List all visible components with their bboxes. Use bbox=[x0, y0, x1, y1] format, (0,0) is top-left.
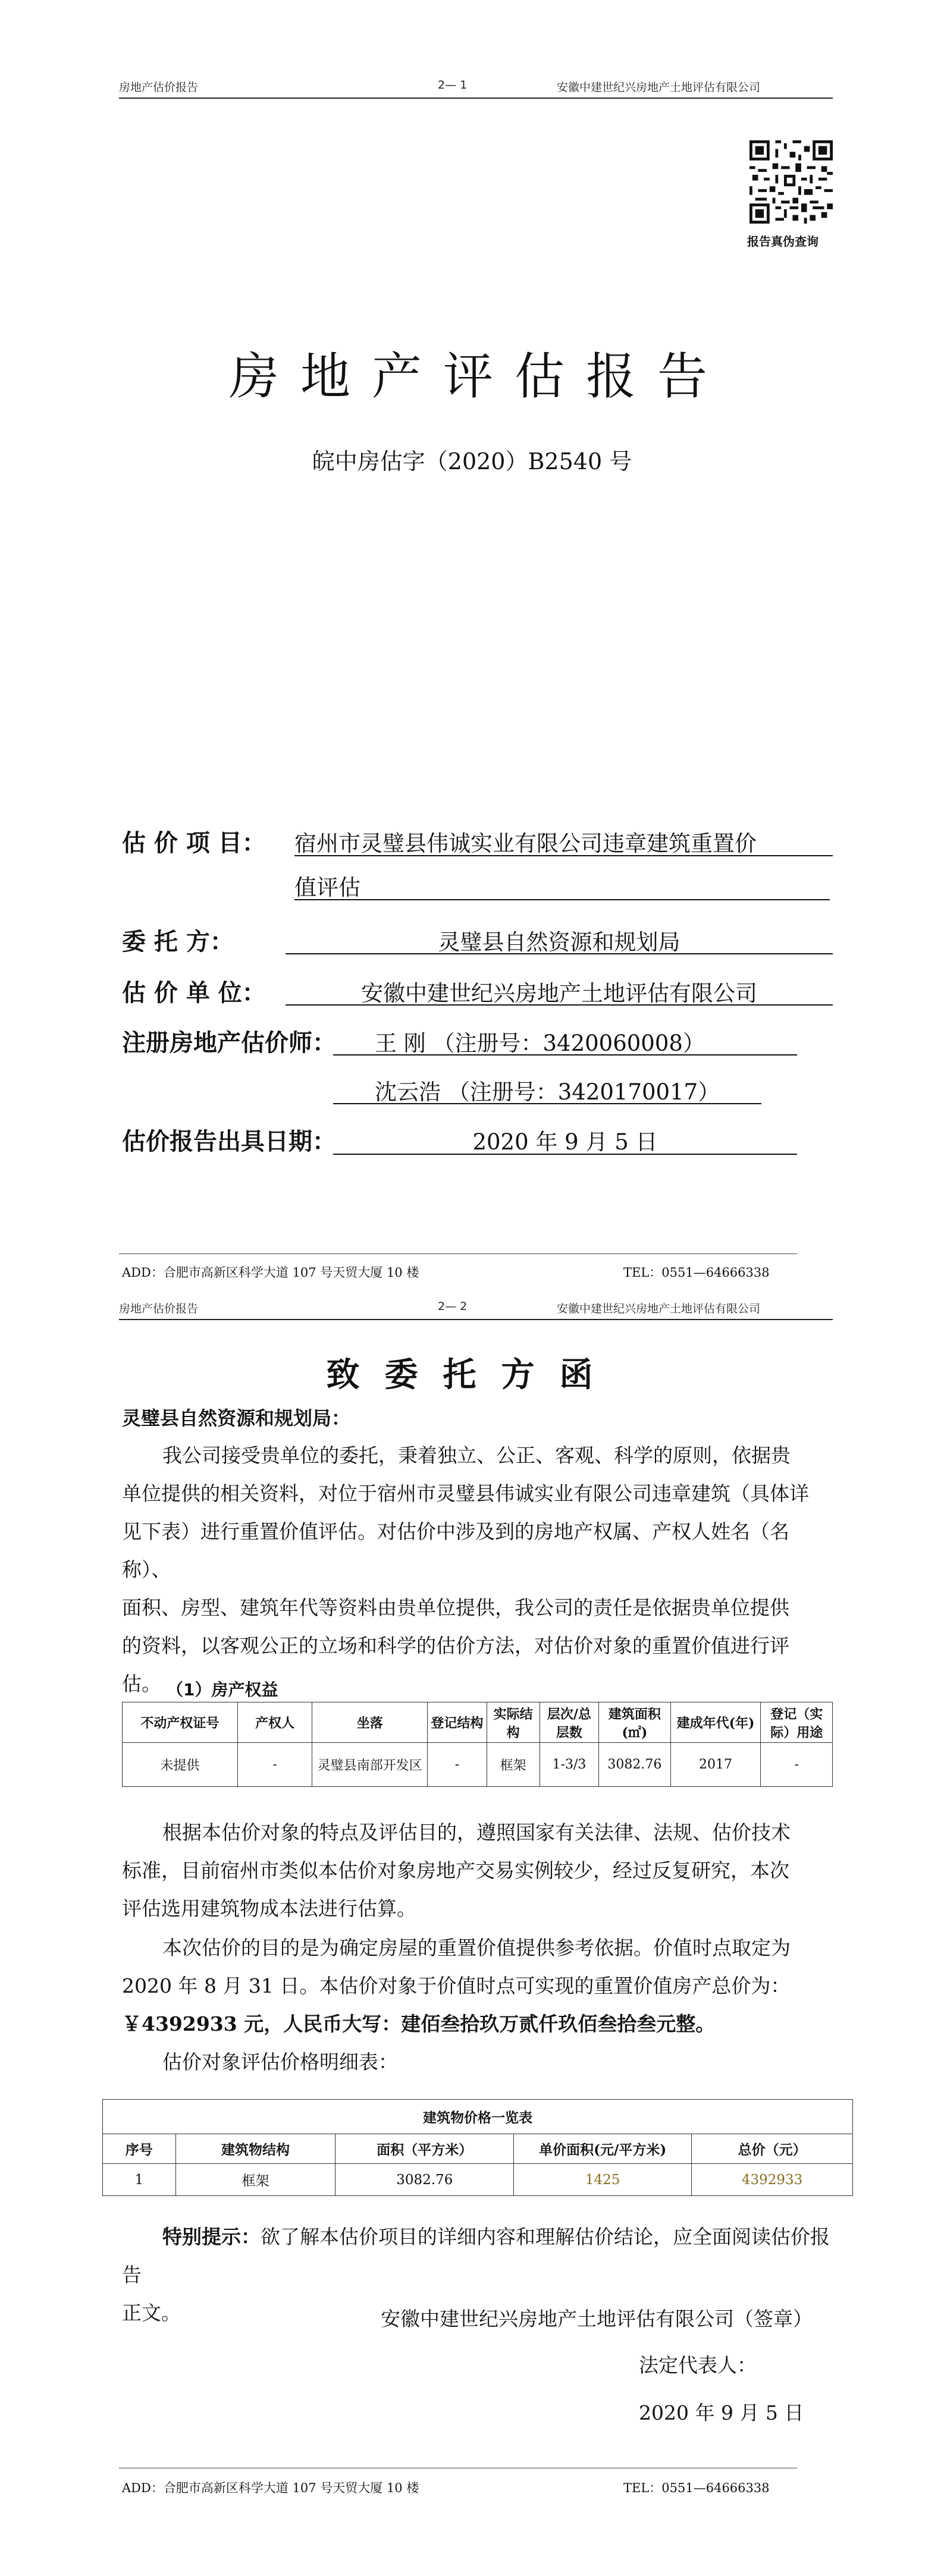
table-cell: 未提供 bbox=[123, 1743, 238, 1787]
letter-title: 致委托方函 bbox=[326, 1356, 618, 1394]
project-underline-1 bbox=[294, 855, 833, 856]
table-row bbox=[103, 2164, 853, 2196]
client-value: 灵璧县自然资源和规划局 bbox=[438, 929, 680, 955]
paragraph-4: 估价对象评估价格明细表： bbox=[162, 2050, 398, 2074]
page1-header-left: 房地产估价报告 bbox=[119, 81, 199, 94]
table-cell: 1-3/3 bbox=[540, 1743, 599, 1787]
page1-footer-address: ADD：合肥市高新区科学大道 107 号天贸大厦 10 楼 bbox=[122, 1265, 419, 1280]
project-underline-2 bbox=[294, 899, 830, 900]
special-note-text: 欲了解本估价项目的详细内容和理解估价结论，应全面阅读估价报告 bbox=[122, 2225, 830, 2286]
table-cell: 1425 bbox=[514, 2164, 692, 2196]
project-value-line2: 值评估 bbox=[294, 875, 360, 900]
report-title: 房地产评估报告 bbox=[228, 347, 729, 406]
special-note-text-2: 正文。 bbox=[122, 2301, 181, 2324]
report-date-label: 估价报告出具日期： bbox=[122, 1128, 336, 1155]
table-cell: 框架 bbox=[175, 2164, 335, 2196]
table-cell: 框架 bbox=[487, 1743, 540, 1787]
valuer-2: 沈云浩 （注册号：3420170017） bbox=[375, 1079, 720, 1105]
paragraph-3: 本次估价的目的是为确定房屋的重置价值提供参考依据。价值时点取定为 2020 年 8 月 31 日。本估价对象于价值时点可实现的重置价值房产总价为： ￥4392933 元，人民币大写：建佰叁拾玖万贰仟玖佰叁拾叁元整。 bbox=[122, 1936, 791, 2035]
section-title-rights: （1）房产权益 bbox=[167, 1680, 278, 1699]
rights-header-year: 建成年代(年) bbox=[670, 1702, 761, 1743]
price-table-caption: 建筑物价格一览表 bbox=[103, 2100, 853, 2134]
price-header-area: 面积（平方米） bbox=[335, 2134, 514, 2164]
rights-header-owner: 产权人 bbox=[237, 1702, 312, 1743]
rights-header-location: 坐落 bbox=[312, 1702, 428, 1743]
signature-date: 2020 年 9 月 5 日 bbox=[639, 2401, 804, 2424]
letter-addressee: 灵璧县自然资源和规划局： bbox=[122, 1407, 351, 1430]
rights-header-area: 建筑面积(㎡) bbox=[599, 1702, 670, 1743]
page1-footer-tel: TEL：0551—64666338 bbox=[623, 1265, 770, 1280]
rights-table bbox=[122, 1702, 833, 1787]
page1-header-rule bbox=[119, 98, 833, 99]
page2-header-company: 安徽中建世纪兴房地产土地评估有限公司 bbox=[557, 1302, 761, 1315]
price-header-no: 序号 bbox=[103, 2134, 176, 2164]
project-value-line1: 宿州市灵璧县伟诚实业有限公司违章建筑重置价 bbox=[294, 831, 757, 856]
rights-header-floors: 层次/总层数 bbox=[540, 1702, 599, 1743]
qr-caption: 报告真伪查询 bbox=[747, 234, 818, 249]
table-cell: 2017 bbox=[670, 1743, 761, 1787]
table-cell: - bbox=[237, 1743, 312, 1787]
page2-header-page-number: 2— 2 bbox=[438, 1300, 468, 1313]
page2-header-left: 房地产估价报告 bbox=[119, 1302, 199, 1315]
appraiser-org-underline bbox=[286, 1004, 833, 1006]
price-header-total: 总价（元） bbox=[692, 2134, 853, 2164]
page2-header-rule bbox=[119, 1319, 833, 1320]
table-row bbox=[123, 1743, 833, 1787]
client-underline bbox=[286, 953, 833, 954]
rights-header-act-structure: 实际结构 bbox=[487, 1702, 540, 1743]
table-cell: 灵璧县南部开发区 bbox=[312, 1743, 428, 1787]
appraiser-org-label: 估 价 单 位： bbox=[122, 979, 266, 1007]
signature-representative: 法定代表人： bbox=[639, 2354, 757, 2377]
valuer-1-underline bbox=[333, 1054, 797, 1055]
rights-header-reg-structure: 登记结构 bbox=[428, 1702, 487, 1743]
table-cell: 4392933 bbox=[692, 2164, 853, 2196]
paragraph-2: 根据本估价对象的特点及评估目的，遵照国家有关法律、法规、估价技术 标准，目前宿州市类似本估价对象房地产交易实例较少，经过反复研究，本次 评估选用建筑物成本法进行估算。 bbox=[122, 1821, 791, 1920]
price-table bbox=[102, 2099, 853, 2196]
valuer-2-underline bbox=[333, 1103, 761, 1104]
valuer-1: 王 刚 （注册号：3420060008） bbox=[375, 1031, 705, 1056]
report-date-underline bbox=[333, 1154, 797, 1155]
paragraph-1: 我公司接受贵单位的委托，秉着独立、公正、客观、科学的原则，依据贵 单位提供的相关资料，对位于宿州市灵璧县伟诚实业有限公司违章建筑（具体详 见下表）进行重置价值评估。对估价中涉及到的房地产权属、产权人姓名（名称）、 面积、房型、建筑年代等资料由贵单位提供，我公司的责任是依据贵单位提供 的资料，以客观公正的立场和科学的估价方法，对估价对象的重置价值进行评 估。 bbox=[122, 1444, 809, 1695]
rights-header-cert: 不动产权证号 bbox=[123, 1702, 238, 1743]
page2-footer-address: ADD：合肥市高新区科学大道 107 号天贸大厦 10 楼 bbox=[122, 2481, 419, 2495]
page1-header-company: 安徽中建世纪兴房地产土地评估有限公司 bbox=[557, 81, 761, 94]
table-cell: 3082.76 bbox=[335, 2164, 514, 2196]
page2-footer-tel: TEL：0551—64666338 bbox=[623, 2481, 770, 2495]
signature-company: 安徽中建世纪兴房地产土地评估有限公司（签章） bbox=[381, 2307, 813, 2330]
qr-code-icon bbox=[749, 140, 833, 224]
client-label: 委 托 方： bbox=[122, 928, 234, 956]
special-note-label: 特别提示： bbox=[162, 2225, 261, 2248]
table-cell: - bbox=[428, 1743, 487, 1787]
valuer-label: 注册房地产估价师： bbox=[122, 1029, 336, 1057]
price-header-structure: 建筑物结构 bbox=[175, 2134, 335, 2164]
table-cell: 1 bbox=[103, 2164, 176, 2196]
report-number: 皖中房估字（2020）B2540 号 bbox=[312, 448, 632, 475]
report-date-value: 2020 年 9 月 5 日 bbox=[472, 1129, 658, 1155]
page1-header-page-number: 2— 1 bbox=[438, 78, 468, 92]
price-header-unit-price: 单价面积(元/平方米) bbox=[514, 2134, 692, 2164]
table-cell: 3082.76 bbox=[599, 1743, 670, 1787]
table-cell: - bbox=[761, 1743, 833, 1787]
appraiser-org-value: 安徽中建世纪兴房地产土地评估有限公司 bbox=[361, 981, 757, 1006]
rights-header-use: 登记（实际）用途 bbox=[761, 1702, 833, 1743]
project-label: 估 价 项 目： bbox=[122, 830, 266, 857]
